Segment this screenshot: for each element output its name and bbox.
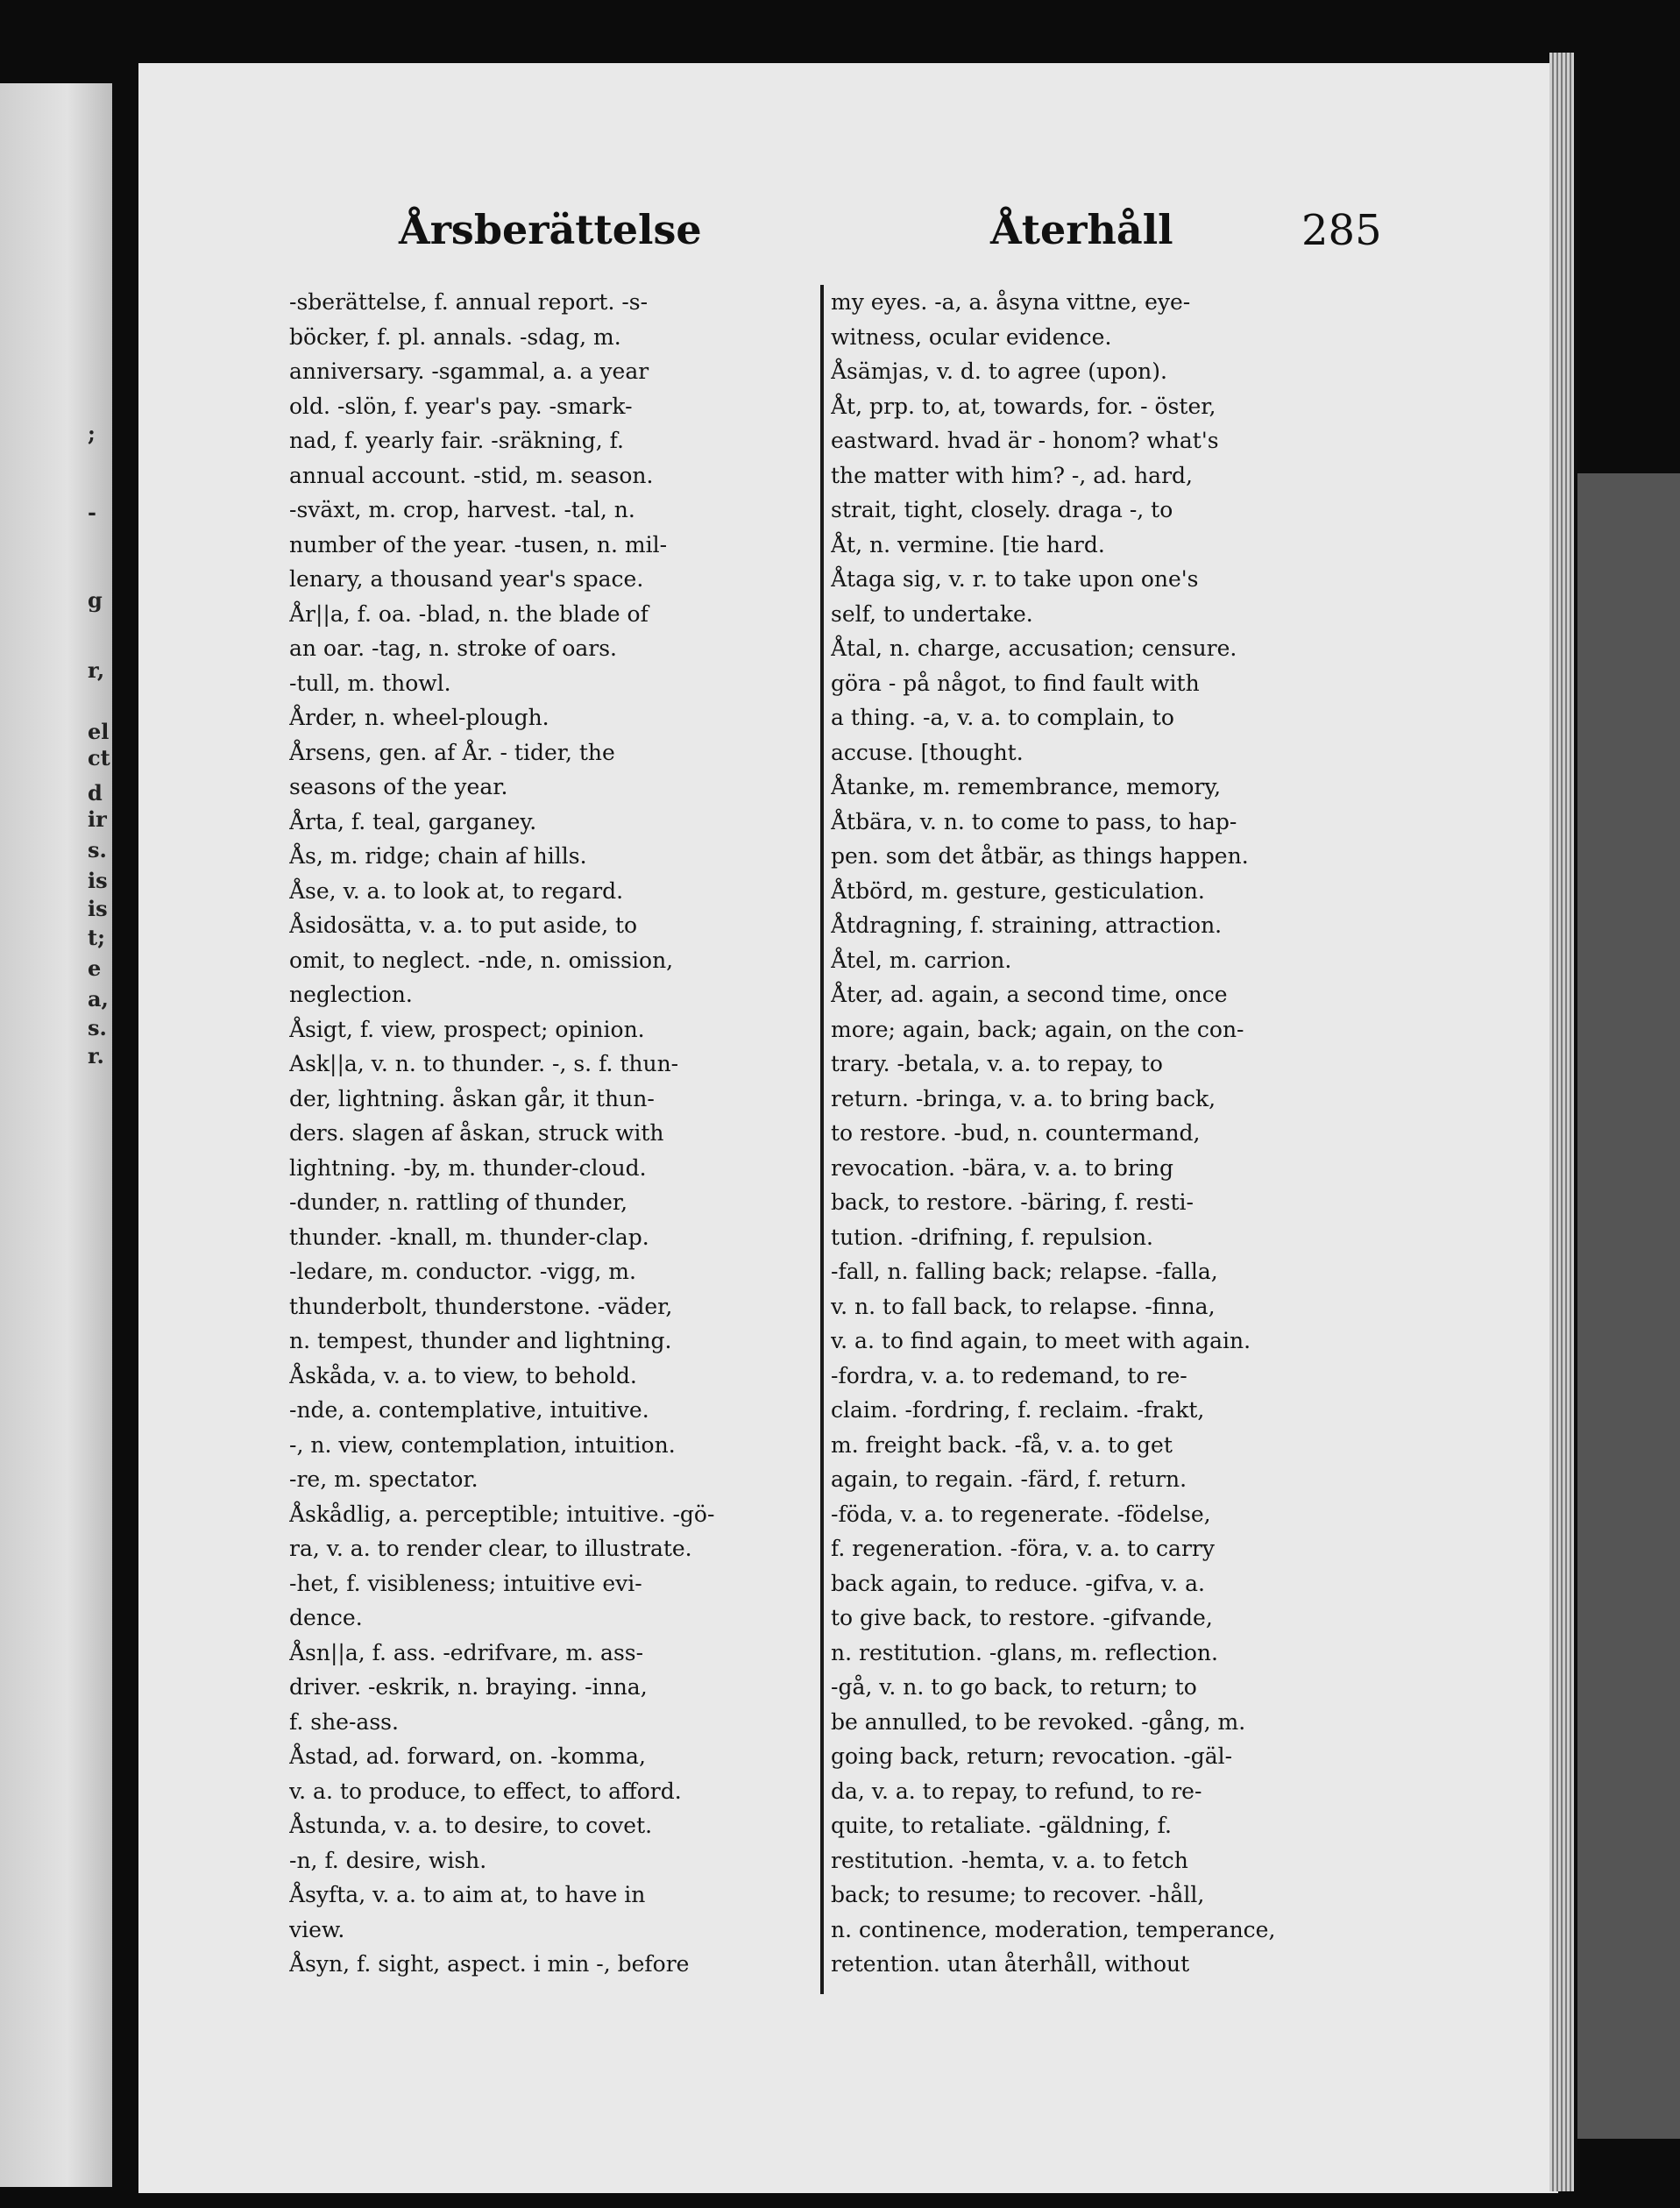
dictionary-line: Åstunda, v. a. to desire, to covet. bbox=[289, 1813, 653, 1838]
dictionary-line: to restore. -bud, n. countermand, bbox=[831, 1120, 1201, 1146]
dictionary-line: -het, f. visibleness; intuitive evi- bbox=[289, 1570, 642, 1596]
dictionary-line: v. n. to fall back, to relapse. -finna, bbox=[831, 1293, 1216, 1319]
dictionary-line: strait, tight, closely. draga -, to bbox=[831, 497, 1173, 522]
dictionary-line: Åt, n. vermine. [tie hard. bbox=[831, 531, 1105, 557]
dictionary-line: ra, v. a. to render clear, to illustrate. bbox=[289, 1536, 692, 1561]
margin-fragment: e bbox=[88, 955, 102, 981]
dictionary-line: back, to restore. -bäring, f. resti- bbox=[831, 1189, 1194, 1215]
margin-fragment: r, bbox=[88, 657, 105, 683]
dictionary-line: again, to regain. -färd, f. return. bbox=[831, 1466, 1187, 1492]
dictionary-line: lenary, a thousand year's space. bbox=[289, 566, 644, 592]
dictionary-line: more; again, back; again, on the con- bbox=[831, 1016, 1244, 1042]
dictionary-line: Åter, ad. again, a second time, once bbox=[831, 982, 1228, 1007]
dictionary-line: -fall, n. falling back; relapse. -falla, bbox=[831, 1259, 1218, 1284]
dictionary-line: Åstad, ad. forward, on. -komma, bbox=[289, 1743, 646, 1769]
dictionary-line: self, to undertake. bbox=[831, 600, 1033, 627]
dictionary-line: v. a. to produce, to effect, to afford. bbox=[289, 1778, 682, 1804]
dictionary-line: Årder, n. wheel-plough. bbox=[289, 705, 549, 730]
dictionary-line: böcker, f. pl. annals. -sdag, m. bbox=[289, 323, 621, 350]
margin-fragment: s. bbox=[88, 837, 107, 863]
dictionary-line: retention. utan återhåll, without bbox=[831, 1951, 1190, 1977]
dictionary-line: revocation. -bära, v. a. to bring bbox=[831, 1154, 1173, 1181]
margin-fragment: d bbox=[88, 780, 103, 806]
dictionary-line: -sväxt, m. crop, harvest. -tal, n. bbox=[289, 497, 635, 522]
dictionary-line: n. tempest, thunder and lightning. bbox=[289, 1328, 672, 1353]
dictionary-line: Åsämjas, v. d. to agree (upon). bbox=[831, 359, 1167, 384]
dictionary-line: trary. -betala, v. a. to repay, to bbox=[831, 1051, 1163, 1076]
dictionary-line: back; to resume; to recover. -håll, bbox=[831, 1882, 1205, 1907]
dictionary-line: Åt, prp. to, at, towards, for. - öster, bbox=[831, 393, 1216, 419]
dictionary-line: -re, m. spectator. bbox=[289, 1466, 478, 1492]
dictionary-line: a thing. -a, v. a. to complain, to bbox=[831, 705, 1174, 730]
dictionary-line: Åskådlig, a. perceptible; intuitive. -gö- bbox=[289, 1501, 715, 1527]
dictionary-line: thunderbolt, thunderstone. -väder, bbox=[289, 1293, 673, 1319]
dictionary-line: tution. -drifning, f. repulsion. bbox=[831, 1224, 1154, 1250]
margin-fragment: ; bbox=[88, 421, 96, 446]
dictionary-line: f. she-ass. bbox=[289, 1708, 399, 1735]
dictionary-line: anniversary. -sgammal, a. a year bbox=[289, 359, 649, 384]
dictionary-line: back again, to reduce. -gifva, v. a. bbox=[831, 1570, 1205, 1596]
dictionary-line: -, n. view, contemplation, intuition. bbox=[289, 1431, 676, 1458]
margin-fragment: r. bbox=[88, 1043, 104, 1069]
dictionary-line: Ask||a, v. n. to thunder. -, s. f. thun- bbox=[289, 1051, 679, 1076]
dictionary-line: lightning. -by, m. thunder-cloud. bbox=[289, 1154, 647, 1181]
dictionary-line: der, lightning. åskan går, it thun- bbox=[289, 1085, 655, 1111]
dictionary-line: be annulled, to be revoked. -gång, m. bbox=[831, 1708, 1246, 1735]
dictionary-line: Åtanke, m. remembrance, memory, bbox=[831, 774, 1222, 799]
column-divider bbox=[820, 285, 824, 1994]
dictionary-line: Åskåda, v. a. to view, to behold. bbox=[289, 1362, 637, 1388]
dictionary-line: Ås, m. ridge; chain af hills. bbox=[289, 843, 587, 869]
margin-fragment: is bbox=[88, 896, 108, 921]
dictionary-line: ders. slagen af åskan, struck with bbox=[289, 1120, 664, 1146]
dictionary-line: Åtaga sig, v. r. to take upon one's bbox=[831, 566, 1199, 592]
dictionary-line: Åtel, m. carrion. bbox=[831, 947, 1012, 973]
dictionary-line: nad, f. yearly fair. -sräkning, f. bbox=[289, 428, 624, 453]
page-stack-edge bbox=[1549, 53, 1574, 2191]
dictionary-line: -ledare, m. conductor. -vigg, m. bbox=[289, 1259, 636, 1284]
dictionary-line: annual account. -stid, m. season. bbox=[289, 462, 654, 488]
margin-fragment: ir bbox=[88, 806, 107, 832]
margin-fragment: s. bbox=[88, 1015, 107, 1040]
dictionary-line: Åsigt, f. view, prospect; opinion. bbox=[289, 1016, 645, 1042]
dictionary-line: my eyes. -a, a. åsyna vittne, eye- bbox=[831, 289, 1191, 315]
dictionary-line: -fordra, v. a. to redemand, to re- bbox=[831, 1362, 1187, 1388]
dictionary-line: -tull, m. thowl. bbox=[289, 670, 451, 696]
running-header-right: Återhåll bbox=[990, 206, 1173, 253]
dictionary-line: Åtdragning, f. straining, attraction. bbox=[831, 912, 1223, 938]
dictionary-line: -gå, v. n. to go back, to return; to bbox=[831, 1674, 1197, 1700]
dictionary-line: Åse, v. a. to look at, to regard. bbox=[289, 877, 624, 904]
dictionary-line: da, v. a. to repay, to refund, to re- bbox=[831, 1778, 1202, 1804]
dictionary-line: Åsyfta, v. a. to aim at, to have in bbox=[289, 1882, 646, 1907]
dictionary-line: pen. som det åtbär, as things happen. bbox=[831, 843, 1249, 869]
dictionary-line: göra - på något, to find fault with bbox=[831, 670, 1200, 696]
left-column bbox=[289, 285, 812, 1982]
dictionary-line: claim. -fordring, f. reclaim. -frakt, bbox=[831, 1397, 1205, 1423]
margin-fragment: el bbox=[88, 719, 110, 744]
margin-fragment: g bbox=[88, 587, 103, 613]
dictionary-line: neglection. bbox=[289, 982, 413, 1007]
dictionary-line: quite, to retaliate. -gäldning, f. bbox=[831, 1813, 1172, 1838]
dictionary-line: n. continence, moderation, temperance, bbox=[831, 1916, 1276, 1942]
dictionary-line: Åsyn, f. sight, aspect. i min -, before bbox=[289, 1951, 690, 1977]
margin-fragment: - bbox=[88, 500, 96, 525]
dictionary-line: Åtbära, v. n. to come to pass, to hap- bbox=[831, 808, 1237, 834]
previous-page-margin-text bbox=[0, 83, 112, 2187]
dictionary-line: -sberättelse, f. annual report. -s- bbox=[289, 289, 649, 315]
dictionary-line: Åtal, n. charge, accusation; censure. bbox=[831, 635, 1237, 661]
dictionary-line: eastward. hvad är - honom? what's bbox=[831, 428, 1219, 453]
binding-shadow bbox=[1577, 473, 1680, 2139]
dictionary-line: omit, to neglect. -nde, n. omission, bbox=[289, 947, 674, 973]
dictionary-line: driver. -eskrik, n. braying. -inna, bbox=[289, 1674, 648, 1700]
margin-fragment: ct bbox=[88, 745, 110, 770]
dictionary-line: old. -slön, f. year's pay. -smark- bbox=[289, 393, 633, 419]
page-number: 285 bbox=[1301, 206, 1382, 255]
dictionary-line: going back, return; revocation. -gäl- bbox=[831, 1743, 1233, 1769]
dictionary-line: -n, f. desire, wish. bbox=[289, 1847, 487, 1873]
dictionary-line: Årta, f. teal, garganey. bbox=[289, 808, 537, 834]
dictionary-line: Årsens, gen. af År. - tider, the bbox=[289, 739, 615, 765]
dictionary-line: -föda, v. a. to regenerate. -födelse, bbox=[831, 1501, 1211, 1527]
dictionary-line: Åsn||a, f. ass. -edrifvare, m. ass- bbox=[289, 1639, 644, 1665]
margin-fragment: t; bbox=[88, 925, 105, 950]
margin-fragment: a, bbox=[88, 986, 109, 1012]
dictionary-line: number of the year. -tusen, n. mil- bbox=[289, 531, 668, 557]
dictionary-line: År||a, f. oa. -blad, n. the blade of bbox=[289, 600, 649, 627]
dictionary-line: witness, ocular evidence. bbox=[831, 323, 1112, 350]
margin-fragment: is bbox=[88, 868, 108, 893]
dictionary-line: Åtbörd, m. gesture, gesticulation. bbox=[831, 877, 1205, 904]
dictionary-line: dence. bbox=[289, 1605, 363, 1630]
dictionary-line: f. regeneration. -föra, v. a. to carry bbox=[831, 1536, 1215, 1561]
dictionary-line: to give back, to restore. -gifvande, bbox=[831, 1605, 1213, 1630]
dictionary-line: -dunder, n. rattling of thunder, bbox=[289, 1189, 628, 1215]
dictionary-line: seasons of the year. bbox=[289, 774, 508, 799]
right-column bbox=[831, 285, 1379, 1982]
dictionary-line: v. a. to find again, to meet with again. bbox=[831, 1328, 1251, 1353]
dictionary-line: n. restitution. -glans, m. reflection. bbox=[831, 1639, 1218, 1665]
dictionary-line: return. -bringa, v. a. to bring back, bbox=[831, 1085, 1216, 1111]
dictionary-line: restitution. -hemta, v. a. to fetch bbox=[831, 1847, 1188, 1873]
dictionary-line: m. freight back. -få, v. a. to get bbox=[831, 1431, 1173, 1458]
dictionary-line: the matter with him? -, ad. hard, bbox=[831, 462, 1193, 488]
dictionary-line: -nde, a. contemplative, intuitive. bbox=[289, 1397, 649, 1423]
dictionary-line: Åsidosätta, v. a. to put aside, to bbox=[289, 912, 638, 938]
dictionary-line: accuse. [thought. bbox=[831, 739, 1024, 765]
dictionary-line: view. bbox=[289, 1916, 345, 1942]
dictionary-line: thunder. -knall, m. thunder-clap. bbox=[289, 1224, 649, 1250]
dictionary-line: an oar. -tag, n. stroke of oars. bbox=[289, 635, 617, 661]
running-header-left: Årsberättelse bbox=[399, 206, 702, 253]
